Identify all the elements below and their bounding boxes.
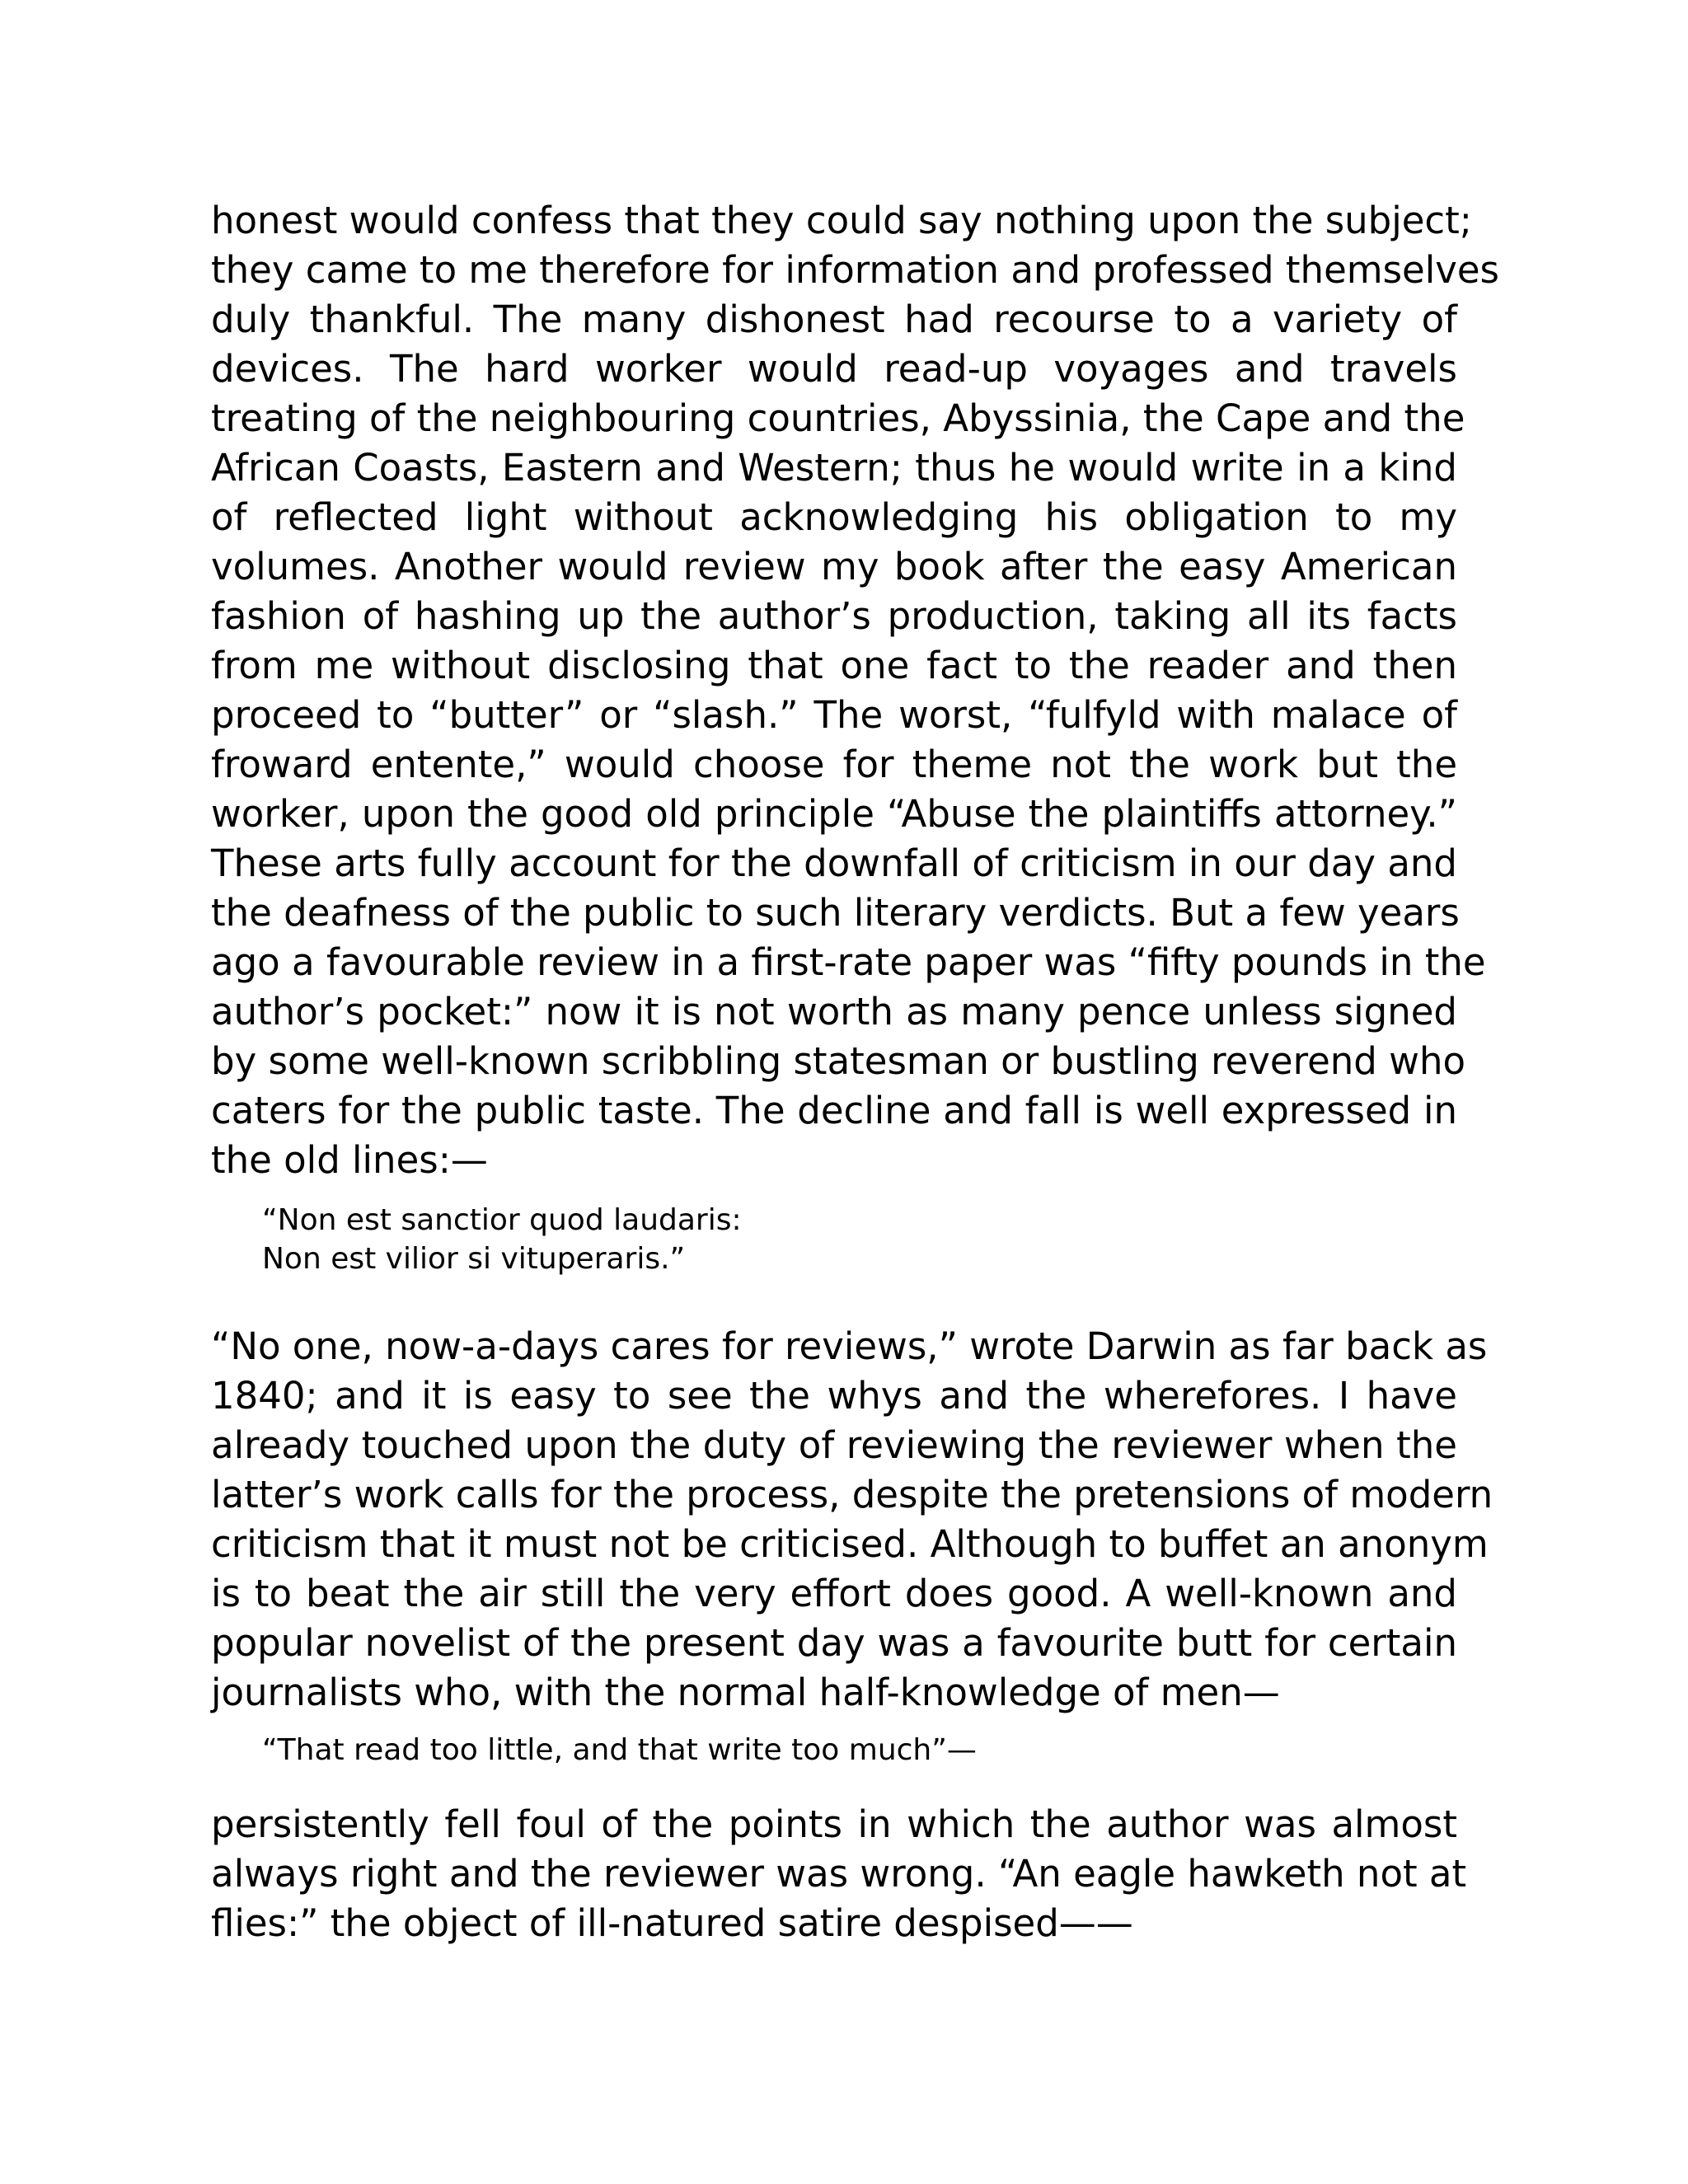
text-line: flies:” the object of ill-natured satire despised——: [211, 1901, 1133, 1945]
text-line: volumes. Another would review my book after the easy American: [211, 545, 1457, 588]
text-line: the deafness of the public to such literary verdicts. But a few years: [211, 891, 1460, 935]
text-line: persistently fell foul of the points in which the author was almost: [211, 1802, 1457, 1846]
paragraph-2: [211, 1322, 1493, 1718]
text-line: “No one, now-a-days cares for reviews,” wrote Darwin as far back as: [211, 1324, 1488, 1368]
text-line: latter’s work calls for the process, despite the pretensions of modern: [211, 1473, 1493, 1516]
verse-line: “That read too little, and that write too much”—: [262, 1733, 977, 1767]
verse-quote-1: [262, 1201, 1416, 1278]
text-line: the old lines:—: [211, 1138, 488, 1182]
text-line: by some well-known scribbling statesman or bustling reverend who: [211, 1039, 1466, 1083]
text-line: from me without disclosing that one fact to the reader and then: [211, 644, 1457, 687]
text-line: always right and the reviewer was wrong. “An eagle hawketh not at: [211, 1852, 1467, 1896]
verse-line: “Non est sanctior quod laudaris:: [262, 1203, 742, 1237]
text-line: fashion of hashing up the author’s production, taking all its facts: [211, 594, 1457, 638]
paragraph-3: [211, 1800, 1467, 1948]
text-line: already touched upon the duty of reviewing the reviewer when the: [211, 1423, 1457, 1467]
text-line: caters for the public taste. The decline and fall is well expressed in: [211, 1089, 1457, 1132]
text-line: worker, upon the good old principle “Abuse the plaintiffs attorney.”: [211, 792, 1457, 836]
text-line: treating of the neighbouring countries, Abyssinia, the Cape and the: [211, 396, 1465, 440]
text-line: is to beat the air still the very effort does good. A well-known and: [211, 1572, 1457, 1615]
text-line: devices. The hard worker would read-up voyages and travels: [211, 347, 1457, 391]
text-line: duly thankful. The many dishonest had recourse to a variety of: [211, 298, 1457, 341]
paragraph-1: [211, 196, 1499, 1185]
text-line: popular novelist of the present day was a favourite butt for certain: [211, 1621, 1457, 1665]
text-line: froward entente,” would choose for theme not the work but the: [211, 743, 1457, 786]
text-line: criticism that it must not be criticised. Although to buffet an anonym: [211, 1522, 1489, 1566]
text-line: 1840; and it is easy to see the whys and the wherefores. I have: [211, 1374, 1457, 1418]
verse-line: Non est vilior si vituperaris.”: [262, 1242, 686, 1276]
text-line: proceed to “butter” or “slash.” The worst, “fulfyld with malace of: [211, 693, 1457, 737]
text-line: ago a favourable review in a first-rate paper was “fifty pounds in the: [211, 940, 1486, 984]
text-line: These arts fully account for the downfall of criticism in our day and: [211, 841, 1457, 885]
text-line: of reflected light without acknowledging his obligation to my: [211, 495, 1457, 539]
text-line: author’s pocket:” now it is not worth as many pence unless signed: [211, 990, 1457, 1033]
text-line: they came to me therefore for information and professed themselves: [211, 248, 1499, 292]
text-line: honest would confess that they could say nothing upon the subject;: [211, 199, 1472, 242]
text-line: journalists who, with the normal half-knowledge of men—: [211, 1671, 1280, 1714]
text-line: African Coasts, Eastern and Western; thus he would write in a kind: [211, 446, 1457, 490]
verse-quote-2: [262, 1731, 1416, 1769]
